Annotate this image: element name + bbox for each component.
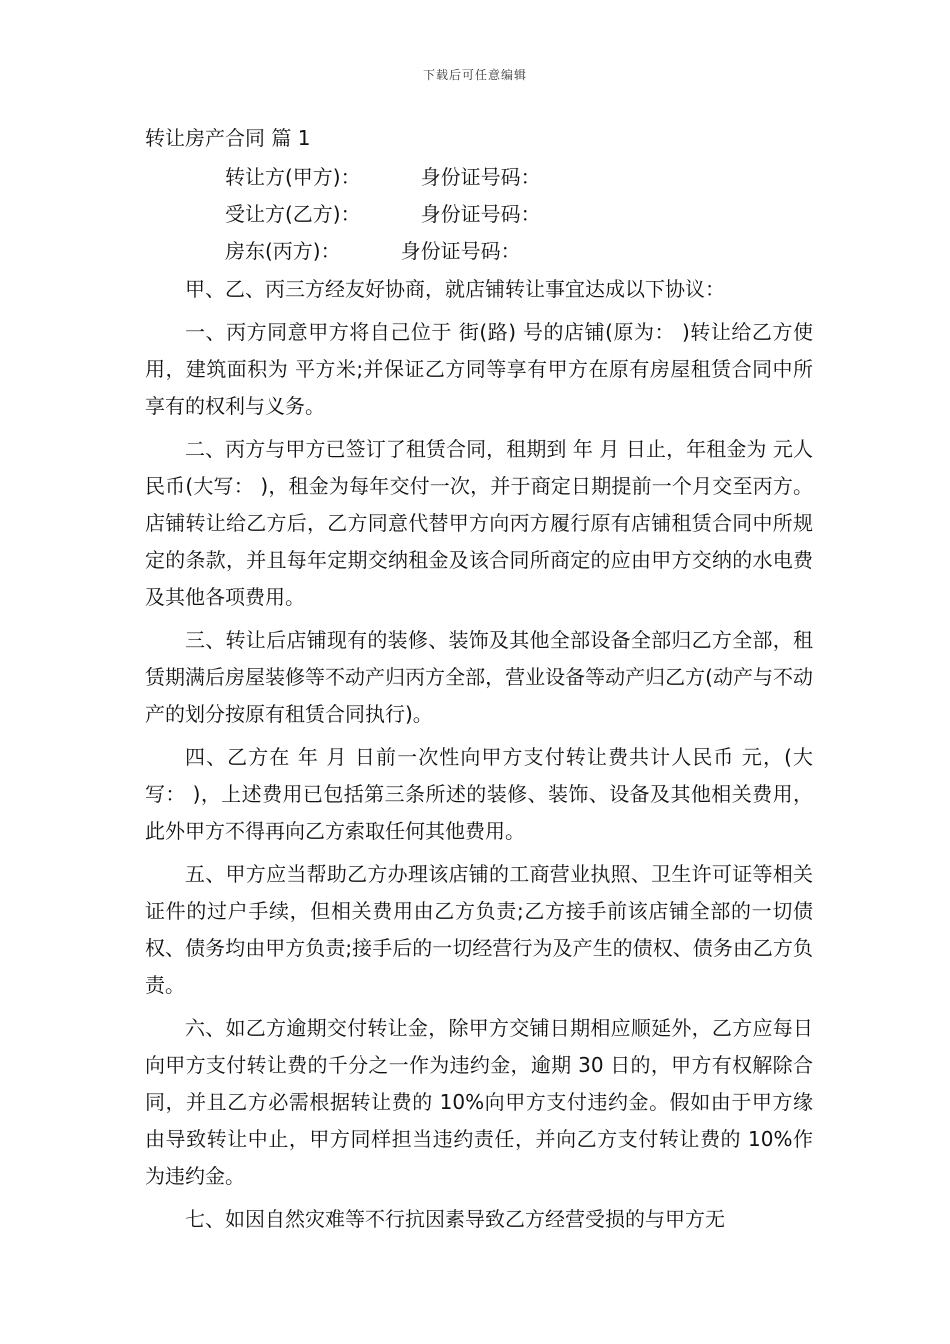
party-label: 受让方(乙方)： [225, 202, 361, 226]
party-transferor [145, 160, 813, 194]
clause-3: 三、转让后店铺现有的装修、装饰及其他全部设备全部归乙方全部，租赁期满后房屋装修等不动产归丙方全部，营业设备等动产归乙方(动产与不动产的划分按原有租赁合同执行)。 [145, 628, 813, 726]
clause-7: 七、如因自然灾难等不行抗因素导致乙方经营受损的与甲方无 [185, 1207, 725, 1231]
clause-4: 四、乙方在 年 月 日前一次性向甲方支付转让费共计人民币 元，(大写： )，上述费用已包括第三条所述的装修、装饰、设备及其他相关费用，此外甲方不得再向乙方索取任何其他费用。 [145, 745, 813, 843]
id-number-label: 身份证号码： [420, 202, 541, 226]
document-title: 转让房产合同 篇 1 [145, 126, 311, 150]
document-body [145, 160, 813, 1244]
clause-5: 五、甲方应当帮助乙方办理该店铺的工商营业执照、卫生许可证等相关证件的过户手续，但相关费用由乙方负责;乙方接手前该店铺全部的一切债权、债务均由甲方负责;接手后的一切经营行为及产生的债权、债务由乙方负责。 [145, 862, 813, 997]
id-number-label: 身份证号码： [400, 239, 521, 263]
id-number-label: 身份证号码： [420, 165, 541, 189]
clause-1: 一、丙方同意甲方将自己位于 街(路) 号的店铺(原为： )转让给乙方使用，建筑面积为 平方米;并保证乙方同等享有甲方在原有房屋租赁合同中所享有的权利与义务。 [145, 320, 813, 418]
party-label: 房东(丙方)： [225, 239, 341, 263]
header-note: 下载后可任意编辑 [422, 68, 527, 82]
party-label: 转让方(甲方)： [225, 165, 361, 189]
agreement-intro: 甲、乙、丙三方经友好协商，就店铺转让事宜达成以下协议： [185, 277, 725, 301]
clause-6: 六、如乙方逾期交付转让金，除甲方交铺日期相应顺延外，乙方应每日向甲方支付转让费的千分之一作为违约金，逾期 30 日的，甲方有权解除合同，并且乙方必需根据转让费的 10%向甲方支付违约金。假如由于甲方缘由导致转让中止，甲方同样担当违约责任，并向乙方支付转让费的 10%作为违约金。 [145, 1016, 813, 1188]
party-landlord [145, 234, 813, 268]
clause-2: 二、丙方与甲方已签订了租赁合同，租期到 年 月 日止，年租金为 元人民币(大写： )，租金为每年交付一次，并于商定日期提前一个月交至丙方。店铺转让给乙方后，乙方同意代替甲方向丙方履行原有店铺租赁合同中所规定的条款，并且每年定期交纳租金及该合同所商定的应由甲方交纳的水电费及其他各项费用。 [145, 437, 813, 609]
party-transferee [145, 197, 813, 231]
